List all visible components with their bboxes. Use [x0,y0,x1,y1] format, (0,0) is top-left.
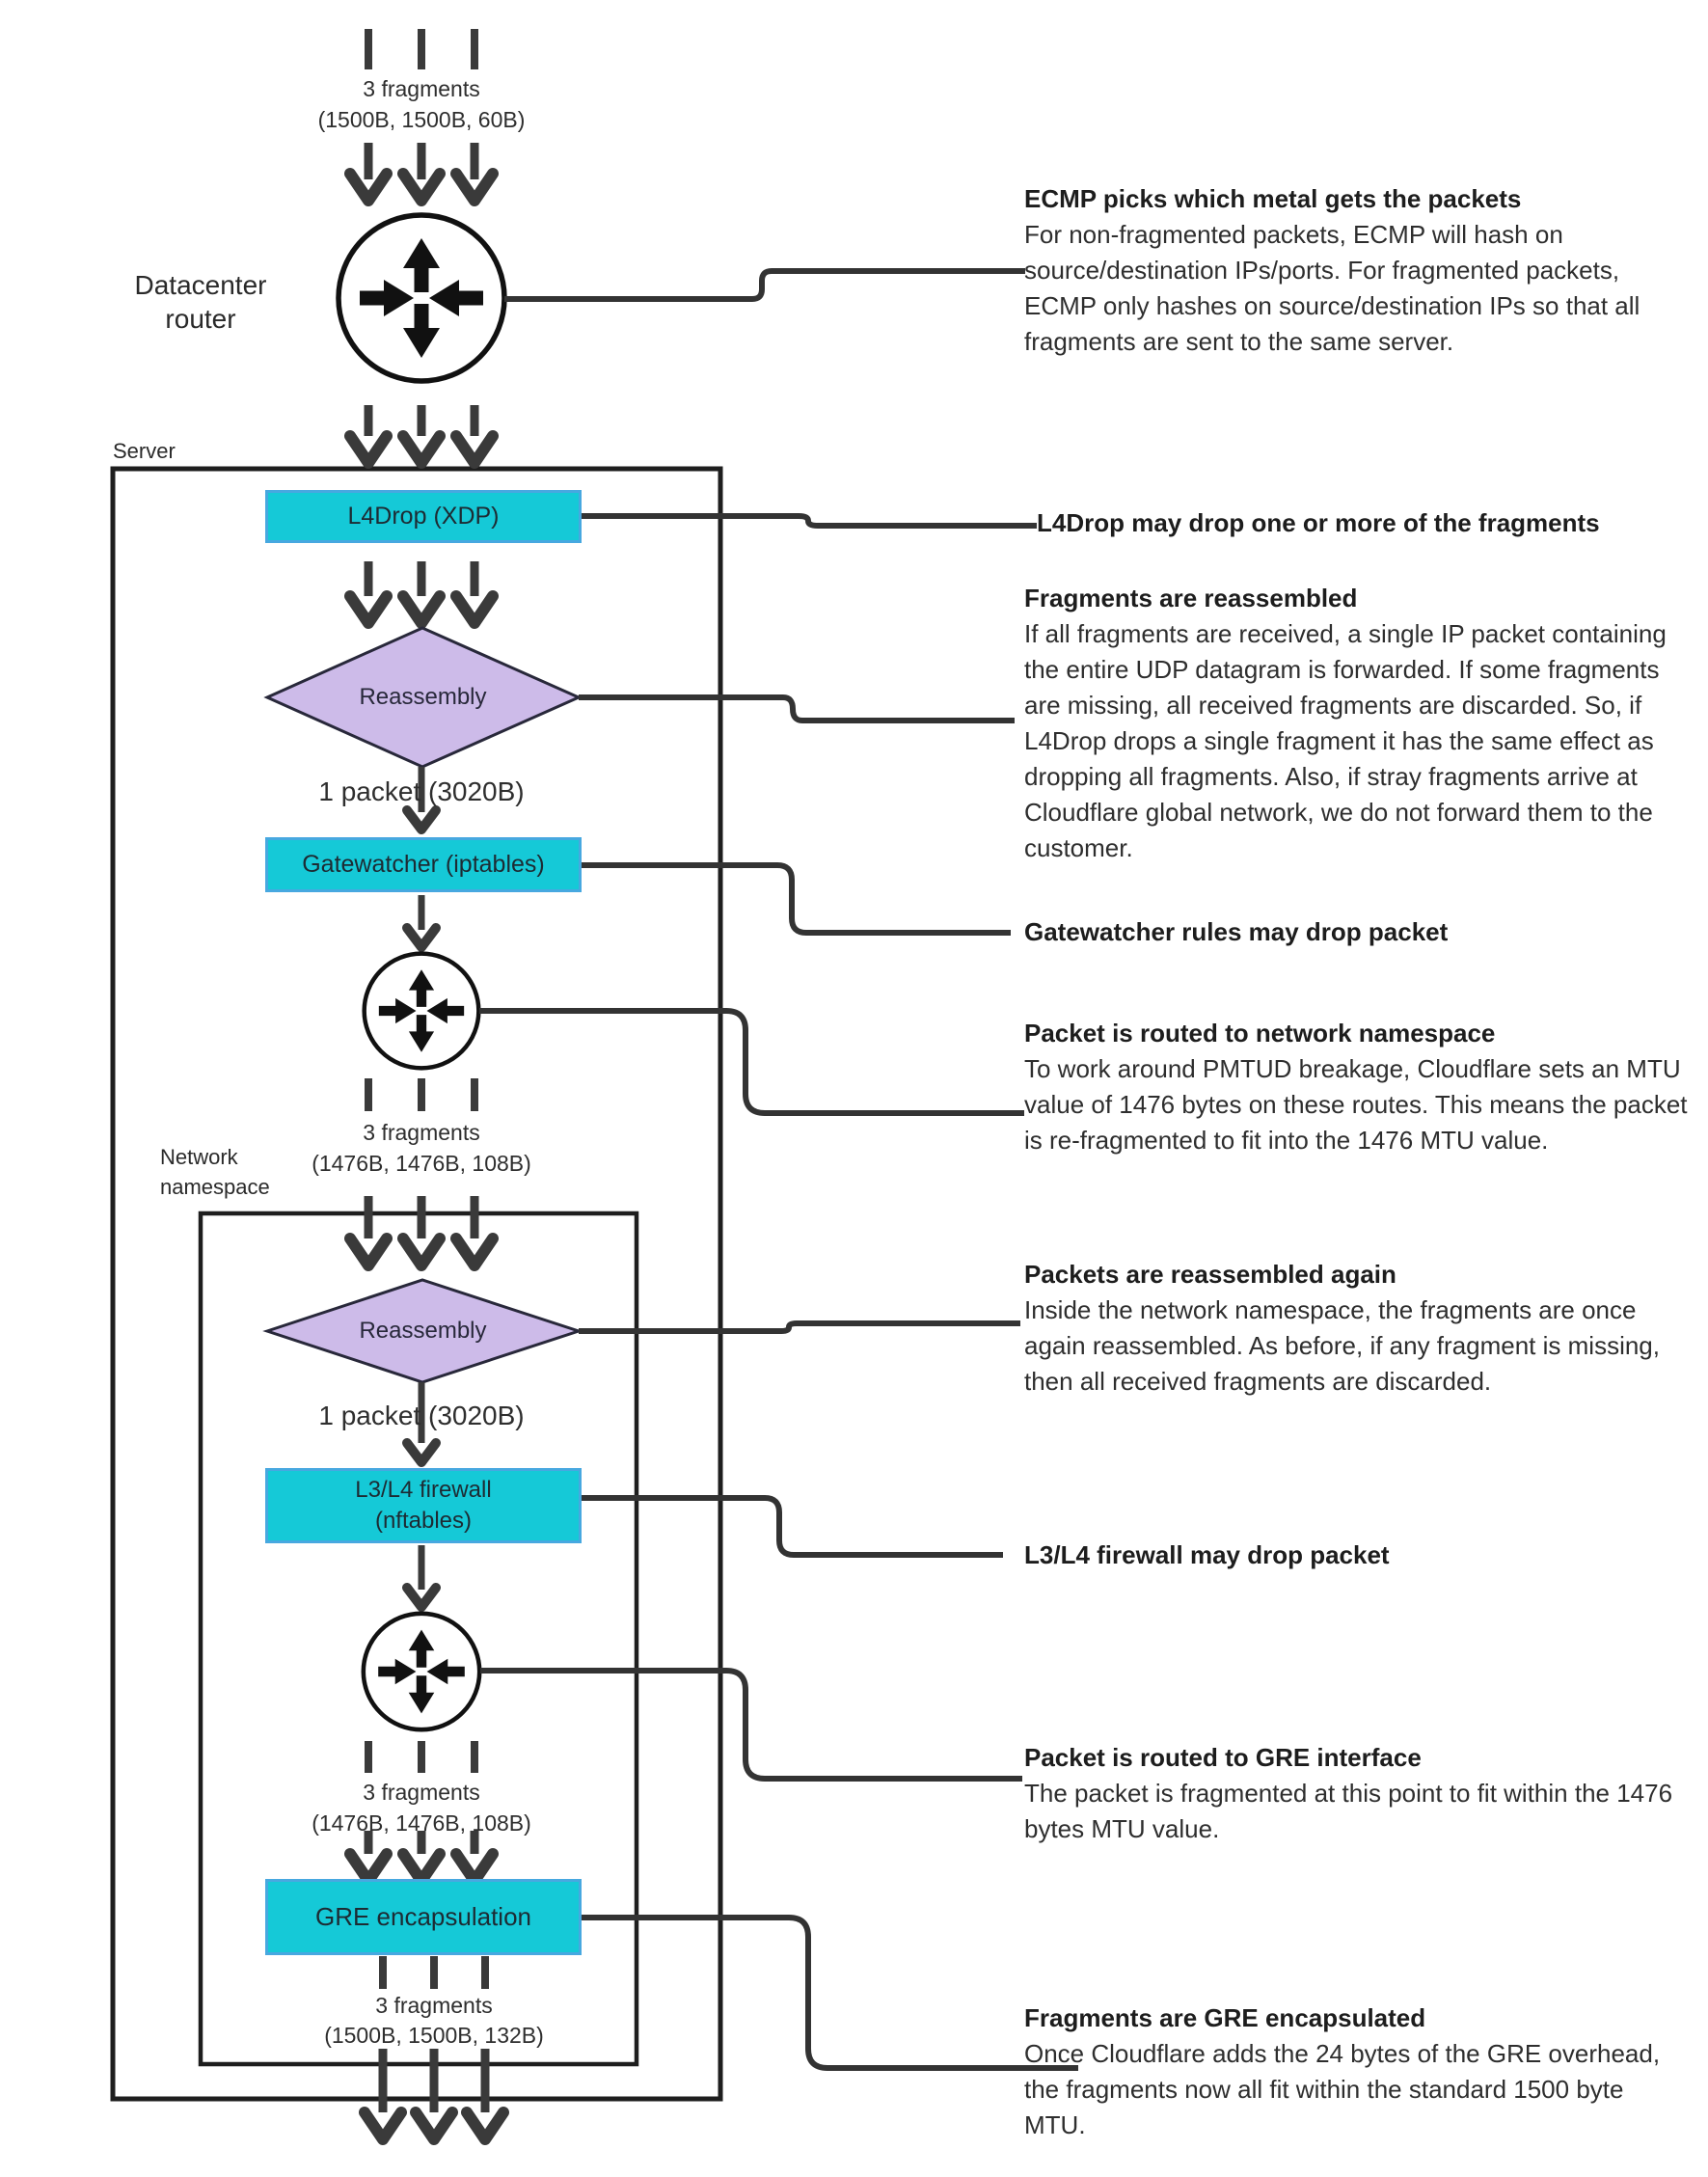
datacenter-router-icon [339,215,504,381]
arrow-to-routing-icon [407,895,436,947]
arrows-into-namespace-icon [350,1196,493,1265]
server-label: Server [113,439,176,463]
annotation-firewall: L3/L4 firewall may drop packet [1024,1540,1390,1569]
gatewatcher-node [265,837,582,892]
l3l4-firewall-node: L3/L4 firewall (nftables) [265,1468,582,1543]
connector-ecmp [504,271,1025,299]
connector-firewall [582,1498,1003,1555]
annotation-gatewatcher: Gatewatcher rules may drop packet [1024,917,1449,946]
packet-label-2: 1 packet (3020B) [318,1401,525,1430]
encapsulated-fragments-label: 3 fragments (1500B, 1500B, 132B) [324,1993,544,2048]
refragmented-dashes-icon [368,1078,474,1111]
gre-encapsulation-node [265,1879,582,1955]
gatewatcher-node-label: Gatewatcher (iptables) [302,851,545,878]
arrow-to-gre-routing-icon [407,1545,436,1607]
server-fragments-label: 3 fragments (1476B, 1476B, 108B) [312,1120,531,1176]
annotation-route-gre: Packet is routed to GRE interface The packet is fragmented at this point to fit within the 1476 bytes MTU value. [1024,1743,1673,1843]
connector-gre [582,1918,1078,2068]
encapsulated-fragment-dashes-icon [383,1956,485,1989]
connector-route-namespace [479,1011,1024,1113]
connector-gatewatcher [582,865,1011,933]
annotation-reassembled-again: Packets are reassembled again Inside the network namespace, the fragments are once again reassembled. As before, if any fragment is missing, then all received fragments are discarded. [1024,1260,1660,1396]
arrows-l4drop-to-reassembly-icon [350,561,493,623]
top-fragments-label: 3 fragments (1500B, 1500B, 60B) [317,76,526,132]
annotation-ecmp: ECMP picks which metal gets the packets For non-fragmented packets, ECMP will hash on source/destination IPs/ports. For fragmented packets, ECMP only hashes on source/destination IPs so that all fragments are sent to the same server. [1024,184,1640,356]
arrows-into-datacenter-router-icon [350,143,493,201]
arrows-into-server-icon [350,405,493,463]
incoming-fragment-dashes-icon [368,29,474,69]
gre-node-label: GRE encapsulation [314,1902,532,1931]
connector-route-gre [480,1671,1022,1779]
connector-reassembly2 [579,1323,1020,1331]
reassembly-node-label: Reassembly [359,684,487,710]
annotation-gre-encapsulated: Fragments are GRE encapsulated Once Cloudflare adds the 24 bytes of the GRE overhead, the fragments now all fit within the standard 1500 byte MTU. [1024,2003,1661,2139]
connector-reassembly [579,697,1015,721]
arrows-out-of-server-icon [365,2049,503,2139]
annotation-route-namespace: Packet is routed to network namespace To work around PMTUD breakage, Cloudflare sets an MTU value of 1476 bytes on these routes. This means the packet is re-fragmented to fit into the 1476 MTU value. [1024,1019,1688,1155]
connector-l4drop [582,516,1037,526]
routing-icon [365,954,479,1069]
l4drop-node [265,490,582,543]
namespace-fragments-label: 3 fragments (1476B, 1476B, 108B) [312,1780,531,1836]
datacenter-router-label: Datacenter router [134,270,267,334]
reassembly2-node-label: Reassembly [359,1318,487,1344]
l4drop-node-label: L4Drop (XDP) [347,503,500,530]
annotation-reassembly: Fragments are reassembled If all fragments are received, a single IP packet containing the entire UDP datagram is forwarded. If some fragments are missing, all received fragments are discarded. So, if L4Drop drops a single fragment it has the same effect as dropping all fragments. Also, if stray fragments arrive at Cloudflare global network, we do not forward them to the customer. [1024,584,1667,862]
network-namespace-label: Network namespace [160,1145,270,1199]
gre-fragment-dashes-icon [368,1741,474,1773]
packet-label-1: 1 packet (3020B) [318,776,525,806]
annotation-l4drop: L4Drop may drop one or more of the fragments [1037,508,1600,537]
gre-routing-icon [364,1614,479,1729]
